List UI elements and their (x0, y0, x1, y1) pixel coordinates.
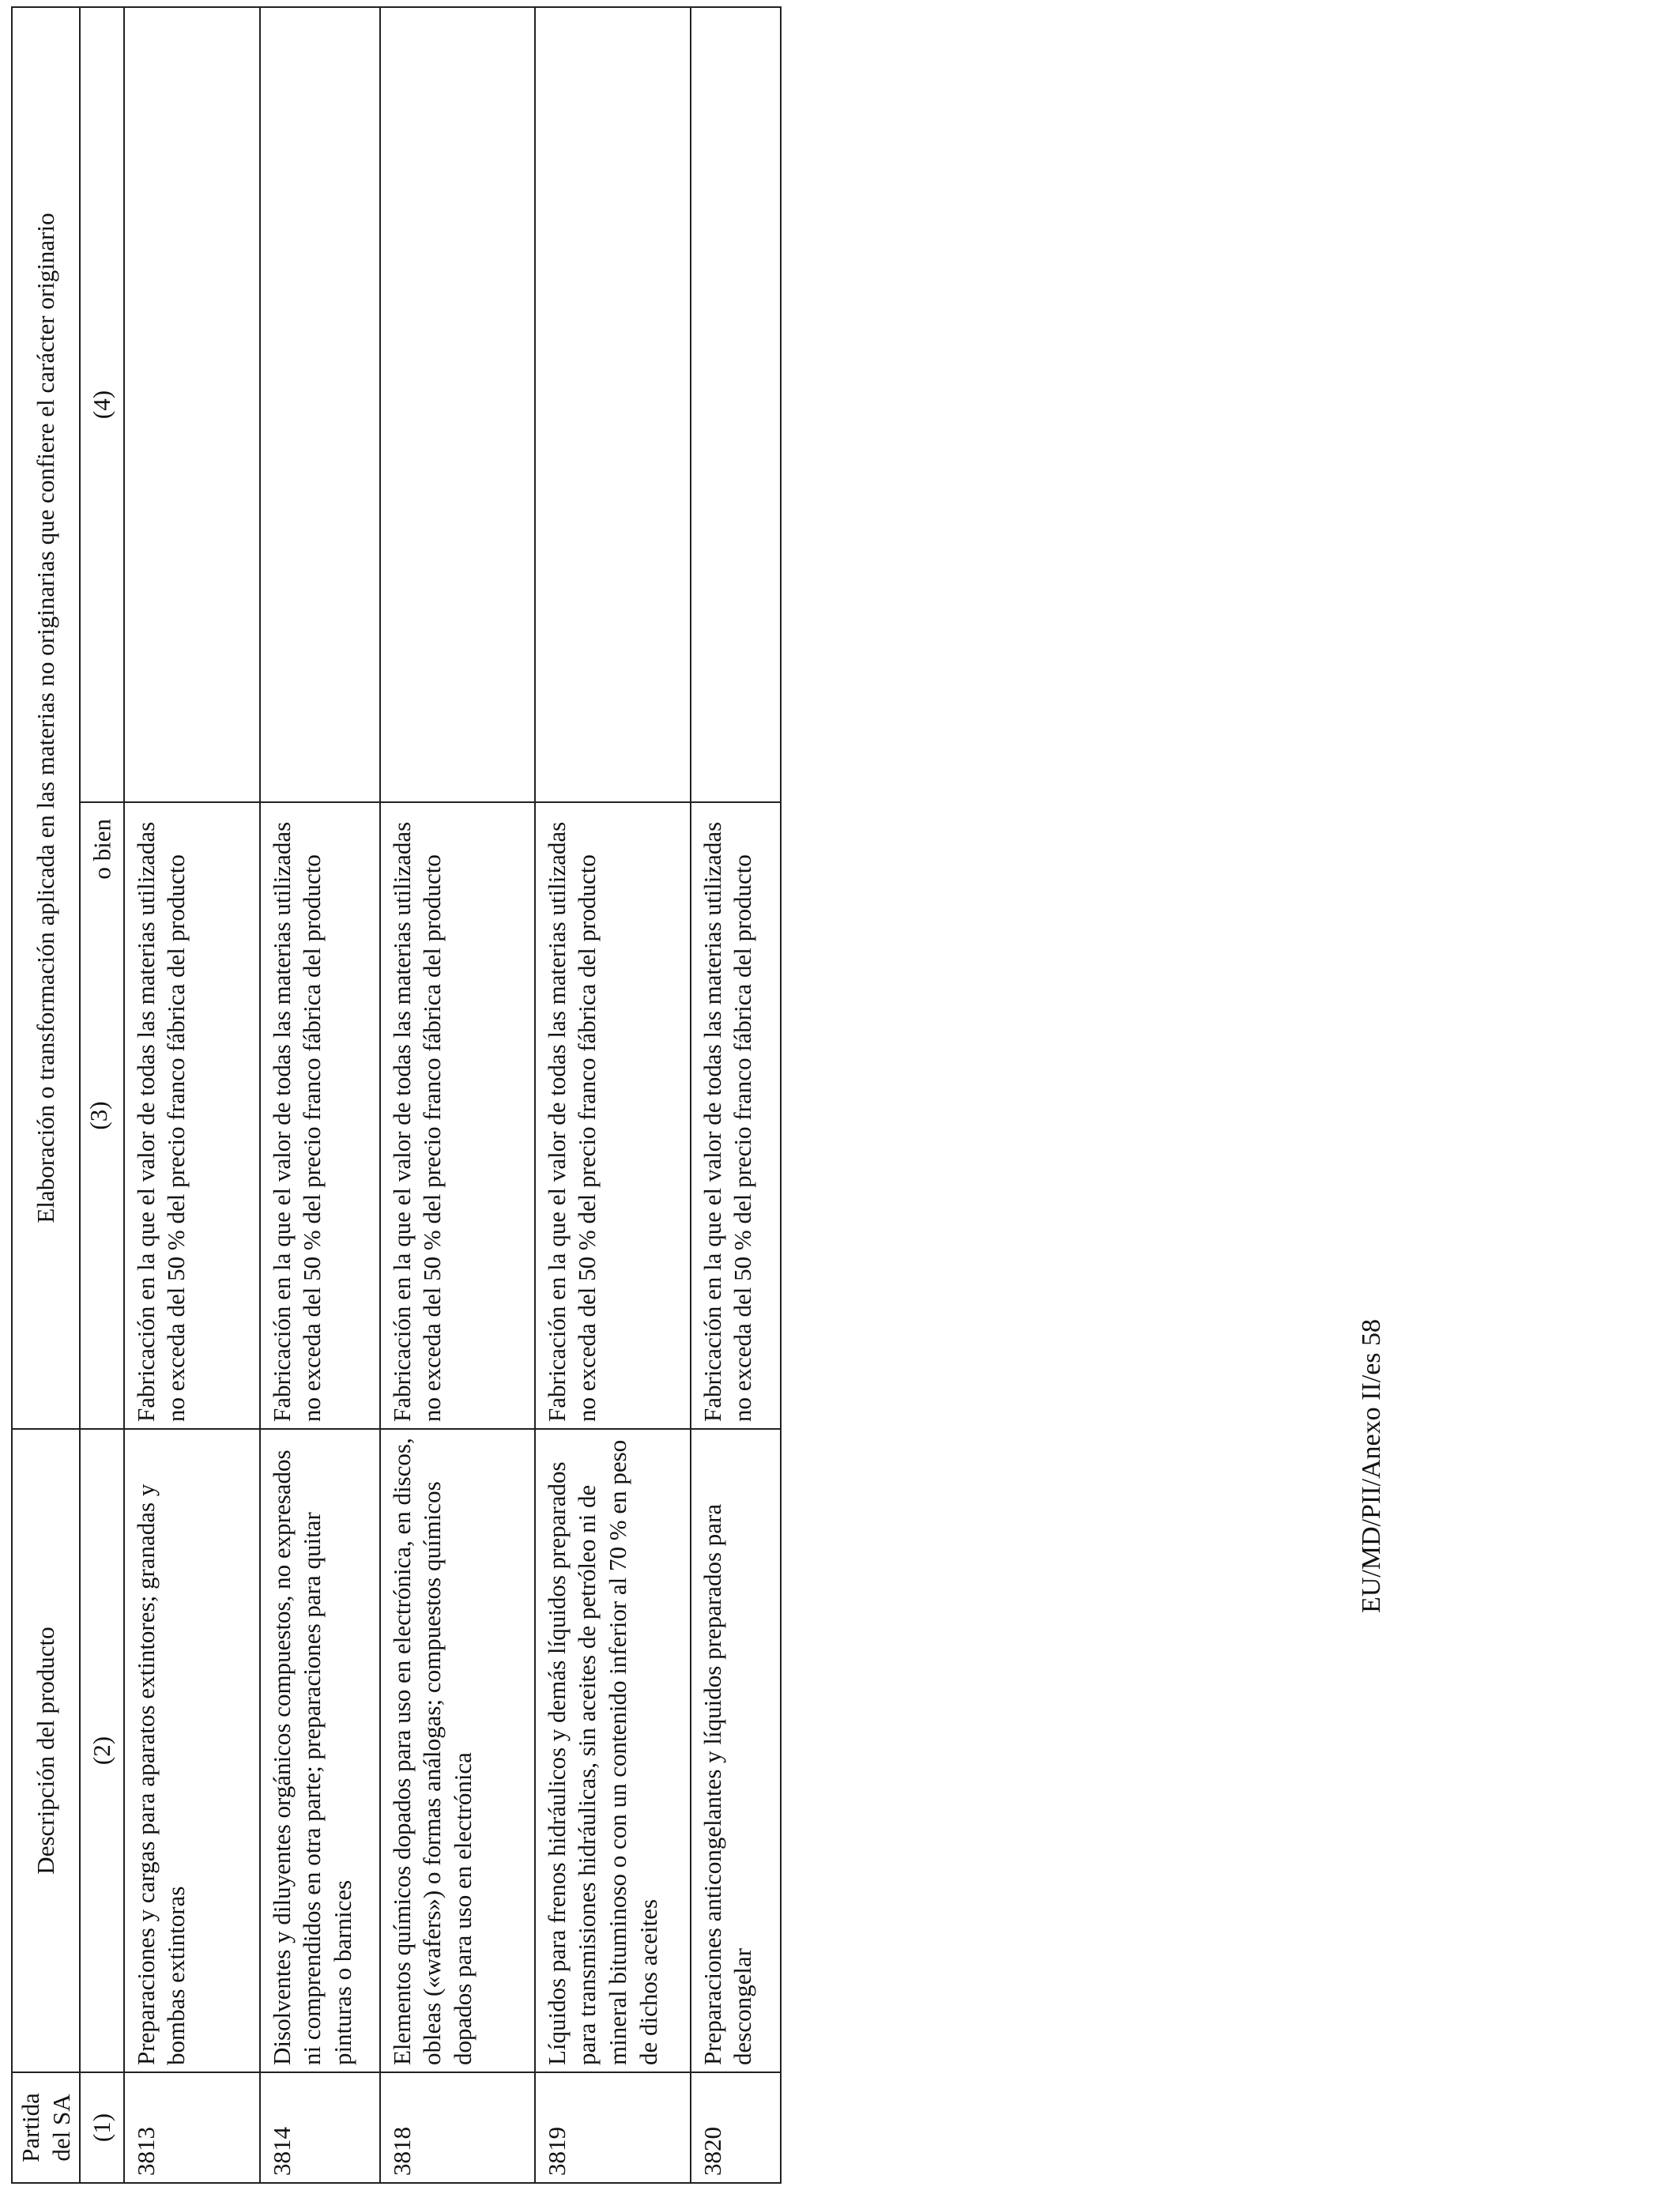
column-number-4: (4) (80, 7, 124, 802)
product-description: Disolventes y diluyentes orgánicos compuestos, no expresados ni comprendidos en otra parte; preparaciones para quitar pinturas o barnices (260, 1429, 380, 2072)
processing-rule: Fabricación en la que el valor de todas las materias utilizadas no exceda del 50 % del precio franco fábrica del producto (260, 802, 380, 1429)
hs-code: 3813 (124, 2072, 260, 2183)
hs-code: 3814 (260, 2072, 380, 2183)
alternative-rule (535, 7, 691, 802)
product-description: Preparaciones anticongelantes y líquidos preparados para descongelar (691, 1429, 782, 2072)
alternative-rule (260, 7, 380, 802)
rules-of-origin-table (11, 6, 782, 2184)
alternative-rule (124, 7, 260, 802)
processing-rule: Fabricación en la que el valor de todas las materias utilizadas no exceda del 50 % del precio franco fábrica del producto (380, 802, 535, 1429)
product-description: Líquidos para frenos hidráulicos y demás líquidos preparados para transmisiones hidráulicas, sin aceites de petróleo ni de mineral bituminoso o con un contenido inferior al 70 % en peso de dichos aceites (535, 1429, 691, 2072)
alternative-rule (691, 7, 782, 802)
processing-rule: Fabricación en la que el valor de todas las materias utilizadas no exceda del 50 % del precio franco fábrica del producto (535, 802, 691, 1429)
product-description: Preparaciones y cargas para aparatos extintores; granadas y bombas extintoras (124, 1429, 260, 2072)
table-row (380, 7, 535, 2183)
table-header-row (12, 7, 80, 2183)
table-row (535, 7, 691, 2183)
header-processing-rule: Elaboración o transformación aplicada en las materias no originarias que confiere el carácter originario (12, 7, 80, 1429)
hs-code: 3819 (535, 2072, 691, 2183)
hs-code: 3818 (380, 2072, 535, 2183)
or-separator: o bien (88, 819, 116, 880)
column-number-1: (1) (80, 2072, 124, 2183)
product-description: Elementos químicos dopados para uso en electrónica, en discos, obleas («wafers») o formas análogas; compuestos químicos dopados para uso en electrónica (380, 1429, 535, 2072)
header-hs-heading: Partida del SA (12, 2072, 80, 2183)
table-row (124, 7, 260, 2183)
header-product-description: Descripción del producto (12, 1429, 80, 2072)
column-number-row (80, 7, 124, 2183)
column-number-3: (3) (84, 1101, 112, 1130)
column-number-2: (2) (80, 1429, 124, 2072)
alternative-rule (380, 7, 535, 802)
processing-rule: Fabricación en la que el valor de todas las materias utilizadas no exceda del 50 % del precio franco fábrica del producto (691, 802, 782, 1429)
table-row (691, 7, 782, 2183)
processing-rule: Fabricación en la que el valor de todas las materias utilizadas no exceda del 50 % del precio franco fábrica del producto (124, 802, 260, 1429)
table-row (260, 7, 380, 2183)
column-number-3-cell (80, 802, 124, 1429)
document-reference: EU/MD/PII/Anexo II/es 58 (1357, 1318, 1386, 1614)
page-footer (1354, 1292, 1389, 1640)
hs-code: 3820 (691, 2072, 782, 2183)
rotated-table-container (11, 8, 782, 2184)
